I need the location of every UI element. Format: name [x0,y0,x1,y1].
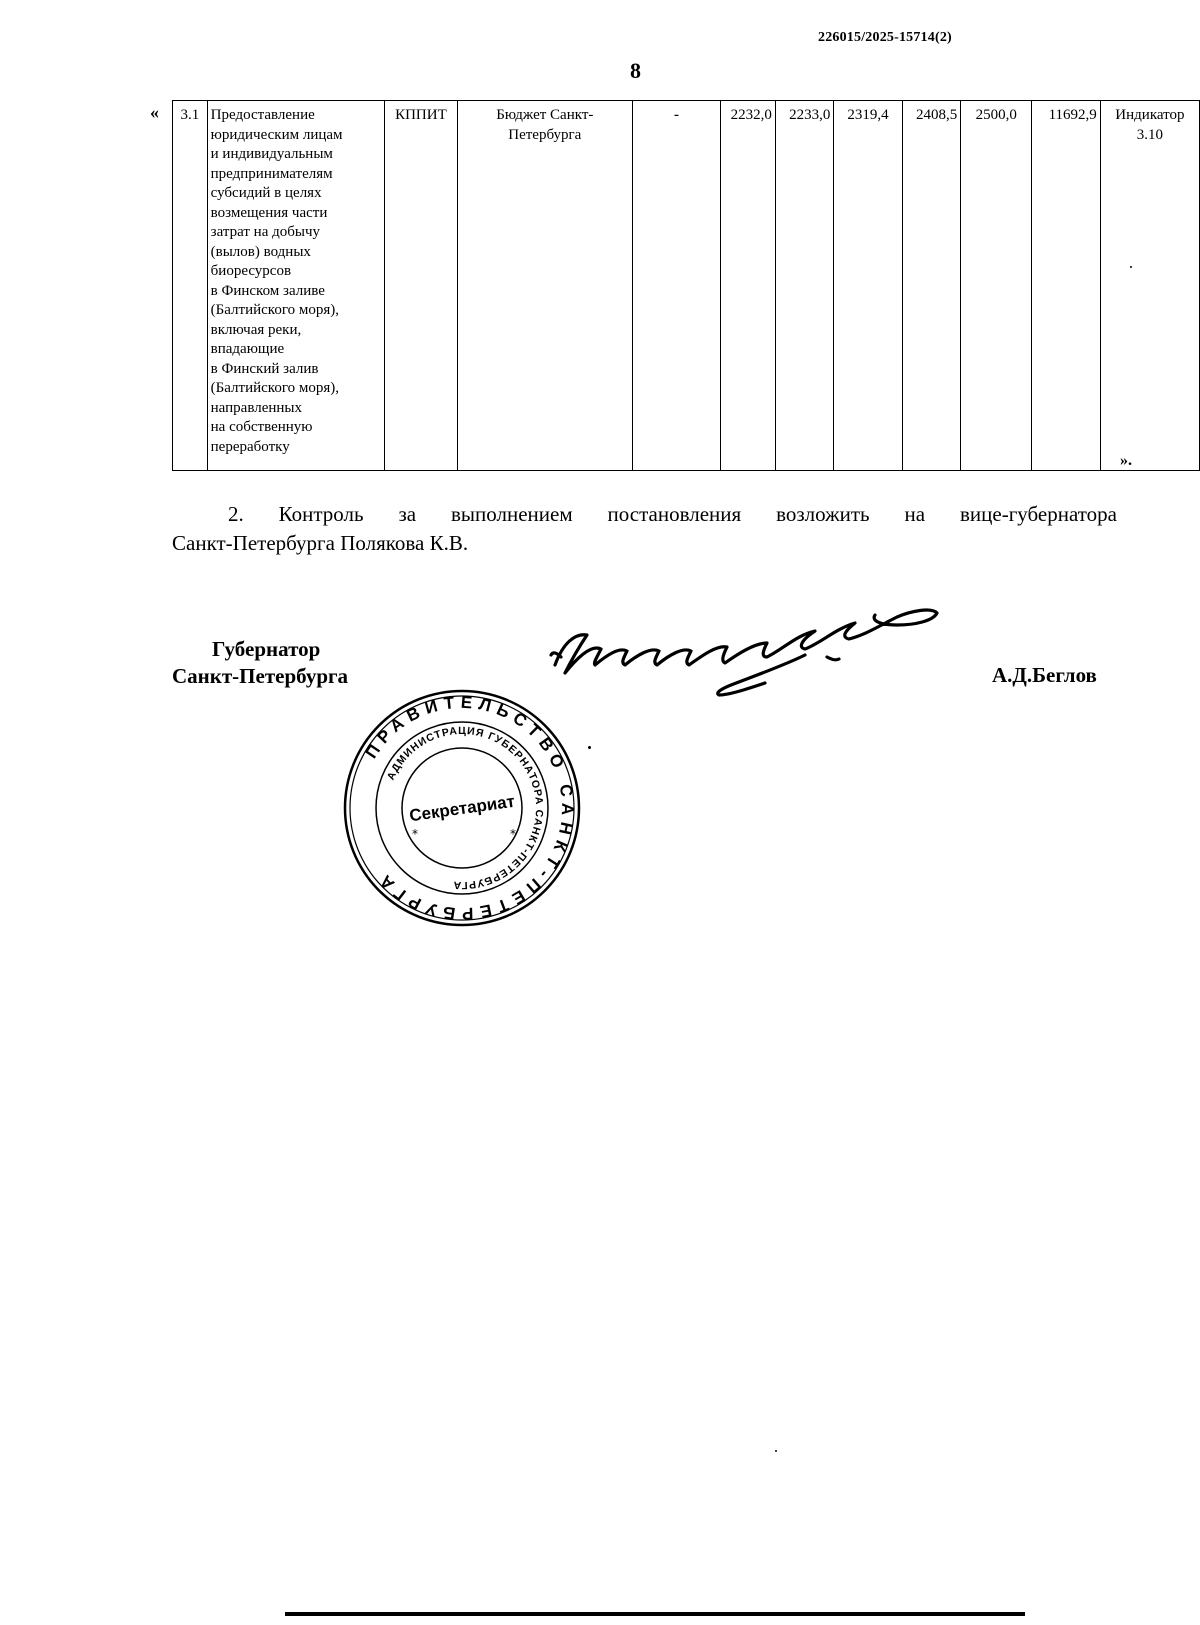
description-line: затрат на добычу [210,224,320,240]
description-line: в Финский залив [210,360,319,377]
description-line: Предоставление [210,107,315,123]
description-line: субсидий в целях [210,185,322,201]
page-number: 8 [630,58,641,83]
paragraph-line: Санкт-Петербурга Полякова К.В. [172,531,469,555]
description-line: в Финском заливе [210,282,325,299]
scan-edge-line [285,1612,1025,1616]
empty-value-cell: - [632,101,720,471]
control-paragraph [172,500,1117,558]
description-line: включая реки, [210,321,302,338]
indicator-cell: Индикатор 3.10 [1100,101,1199,471]
closing-quote: ». [1120,452,1132,469]
row-description-cell [207,101,385,471]
scan-speck [588,746,591,749]
signatory-title-line: Губернатор [212,637,321,661]
table-row [173,101,1200,471]
handwritten-signature [535,595,955,715]
description-line: (Балтийского моря), [210,302,339,318]
description-line: (Балтийского моря), [210,380,339,396]
signatory-title [172,636,348,690]
description-line: юридическим лицам [210,126,343,143]
value-cell: 2233,0 [775,101,834,471]
description-line: переработку [210,438,290,455]
description-line: возмещения части [210,204,328,221]
scan-speck [1130,266,1132,268]
signatory-title-line: Санкт-Петербурга [172,664,349,688]
svg-text:*: * [510,827,516,841]
value-cell: 2232,0 [721,101,776,471]
row-number-cell: 3.1 [173,101,208,471]
description-line: впадающие [210,341,285,357]
executor-cell: КППИТ [385,101,457,471]
value-cell: 2408,5 [902,101,961,471]
description-line: предпринимателям [210,165,333,182]
official-seal [342,688,582,928]
document-id: 226015/2025-15714(2) [818,30,952,45]
description-line: биоресурсов [210,263,292,279]
description-line: направленных [210,399,302,416]
value-cell: 2319,4 [834,101,902,471]
svg-text:*: * [412,827,418,841]
svg-text:АДМИНИСТРАЦИЯ ГУБЕРНАТОРА САНК: АДМИНИСТРАЦИЯ ГУБЕРНАТОРА САНКТ-ПЕТЕРБУРГА [384,724,546,892]
svg-text:Секретариат: Секретариат [408,791,516,826]
description-line: и индивидуальным [210,146,333,162]
description-line: (вылов) водных [210,243,311,260]
paragraph-line: 2. Контроль за выполнением постановления возложить на вице-губернатора [228,502,1117,526]
total-value-cell: 11692,9 [1032,101,1100,471]
value-cell: 2500,0 [961,101,1032,471]
signatory-name: А.Д.Беглов [992,663,1097,687]
scan-speck [775,1450,777,1452]
program-table [172,100,1200,471]
description-line: на собственную [210,419,313,435]
funding-source-cell: Бюджет Санкт-Петербурга [457,101,632,471]
svg-text:ПРАВИТЕЛЬСТВО САНКТ-ПЕТЕРБУРГА: ПРАВИТЕЛЬСТВО САНКТ-ПЕТЕРБУРГА [361,692,578,924]
opening-quote: « [150,102,159,122]
